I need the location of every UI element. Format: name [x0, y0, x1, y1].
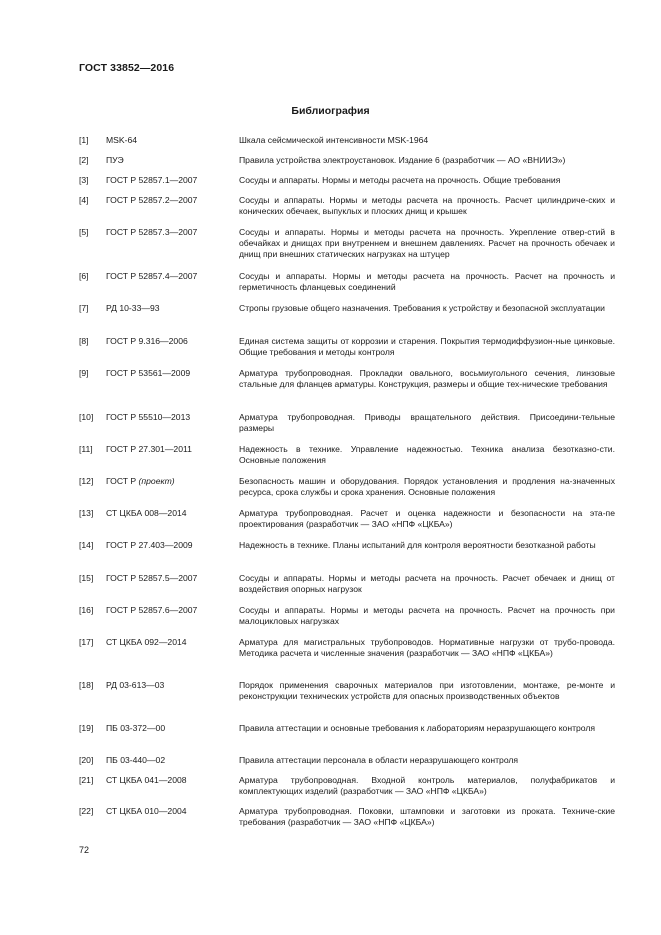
entry-code: ГОСТ Р 52857.4—2007	[106, 271, 198, 281]
entry-number: [4]	[79, 195, 89, 205]
entry-code: СТ ЦКБА 092—2014	[106, 637, 187, 647]
entry-description: Порядок применения сварочных материалов при изготовлении, монтаже, ре-монте и реконструкции технических устройств для опасных производственных объектов	[239, 680, 615, 702]
entry-number: [16]	[79, 605, 94, 615]
entry-code-main: ГОСТ Р	[106, 476, 137, 486]
entry-code: ПБ 03-372—00	[106, 723, 166, 733]
entry-description: Арматура трубопроводная. Прокладки овального, восьмиугольного сечения, линзовые стальные для фланцев арматуры. Конструкция, размеры и общие тех-нические требования	[239, 368, 615, 390]
page-number: 72	[79, 845, 90, 855]
entry-code: ГОСТ Р 52857.3—2007	[106, 227, 198, 237]
entry-number: [12]	[79, 476, 94, 486]
entry-number: [7]	[79, 303, 89, 313]
entry-description: Правила устройства электроустановок. Издание 6 (разработчик — АО «ВНИИЭ»)	[239, 155, 566, 165]
entry-number: [3]	[79, 175, 89, 185]
entry-number: [20]	[79, 755, 94, 765]
entry-description: Арматура трубопроводная. Входной контроль материалов, полуфабрикатов и комплектующих изделий (разработчик — ЗАО «НПФ «ЦКБА»)	[239, 775, 615, 797]
entry-description: Единая система защиты от коррозии и старения. Покрытия термодиффузион-ные цинковые. Общие требования и методы контроля	[239, 336, 615, 358]
entry-code: ГОСТ Р 53561—2009	[106, 368, 191, 378]
entry-code: ГОСТ Р 9.316—2006	[106, 336, 188, 346]
entry-number: [9]	[79, 368, 89, 378]
entry-code: ГОСТ Р 52857.6—2007	[106, 605, 198, 615]
entry-description: Сосуды и аппараты. Нормы и методы расчета на прочность. Укрепление отвер-стий в обечайках и днищах при внутреннем и внешнем давлениях. Расчет на прочность обечаек и днищ при внешних статических нагрузках на штуцер	[239, 227, 615, 260]
entry-description: Надежность в технике. Управление надежностью. Техника анализа безотказно-сти. Основные положения	[239, 444, 615, 466]
entry-code: ГОСТ Р 27.403—2009	[106, 540, 193, 550]
entry-number: [10]	[79, 412, 94, 422]
entry-description: Арматура трубопроводная. Поковки, штамповки и заготовки из проката. Техниче-ские требования (разработчик — ЗАО «НПФ «ЦКБА»)	[239, 806, 615, 828]
entry-description: Арматура для магистральных трубопроводов. Нормативные нагрузки от трубо-провода. Методика расчета и численные значения (разработчик — ЗАО «НПФ «ЦКБА»)	[239, 637, 615, 659]
entry-code	[106, 476, 175, 487]
entry-number: [14]	[79, 540, 94, 550]
entry-code: ГОСТ Р 52857.2—2007	[106, 195, 198, 205]
entry-number: [5]	[79, 227, 89, 237]
entry-number: [21]	[79, 775, 94, 785]
entry-number: [17]	[79, 637, 94, 647]
entry-description: Надежность в технике. Планы испытаний для контроля вероятности безотказной работы	[239, 540, 596, 550]
document-header: ГОСТ 33852—2016	[79, 62, 175, 74]
entry-number: [6]	[79, 271, 89, 281]
entry-number: [18]	[79, 680, 94, 690]
entry-code: СТ ЦКБА 008—2014	[106, 508, 187, 518]
entry-description: Арматура трубопроводная. Приводы вращательного действия. Присоедини-тельные размеры	[239, 412, 615, 434]
entry-description: Шкала сейсмической интенсивности MSK-1964	[239, 135, 429, 145]
entry-number: [2]	[79, 155, 89, 165]
entry-description: Сосуды и аппараты. Нормы и методы расчета на прочность. Расчет обечаек и днищ от воздействия опорных нагрузок	[239, 573, 615, 595]
entry-code: ПУЭ	[106, 155, 124, 165]
entry-code: РД 03-613—03	[106, 680, 165, 690]
entry-number: [13]	[79, 508, 94, 518]
entry-code: MSK-64	[106, 135, 138, 145]
entry-code: ГОСТ Р 27.301—2011	[106, 444, 192, 454]
entry-description: Сосуды и аппараты. Нормы и методы расчета на прочность. Общие требования	[239, 175, 561, 185]
entry-number: [11]	[79, 444, 93, 454]
entry-code: ГОСТ Р 52857.1—2007	[106, 175, 198, 185]
entry-code-note: (проект)	[138, 476, 175, 486]
entry-code: СТ ЦКБА 010—2004	[106, 806, 187, 816]
entry-description: Безопасность машин и оборудования. Порядок установления и продления на-значенных ресурса, срока службы и срока хранения. Основные положения	[239, 476, 615, 498]
entry-number: [8]	[79, 336, 89, 346]
entry-description: Сосуды и аппараты. Нормы и методы расчета на прочность. Расчет цилиндриче-ских и конических обечаек, выпуклых и плоских днищ и крышек	[239, 195, 615, 217]
entry-number: [15]	[79, 573, 94, 583]
entry-code: СТ ЦКБА 041—2008	[106, 775, 187, 785]
entry-description: Арматура трубопроводная. Расчет и оценка надежности и безопасности на эта-пе проектирования (разработчик — ЗАО «НПФ «ЦКБА»)	[239, 508, 615, 530]
entry-code: ГОСТ Р 52857.5—2007	[106, 573, 198, 583]
entry-number: [19]	[79, 723, 94, 733]
entry-code: ПБ 03-440—02	[106, 755, 166, 765]
entry-description: Правила аттестации и основные требования к лабораториям неразрушающего контроля	[239, 723, 596, 733]
entry-code: ГОСТ Р 55510—2013	[106, 412, 191, 422]
entry-description: Правила аттестации персонала в области неразрушающего контроля	[239, 755, 519, 765]
section-title: Библиография	[291, 105, 370, 117]
entry-description: Стропы грузовые общего назначения. Требования к устройству и безопасной эксплуатации	[239, 303, 605, 313]
entry-number: [1]	[79, 135, 89, 145]
entry-description: Сосуды и аппараты. Нормы и методы расчета на прочность. Расчет на прочность и герметичность фланцевых соединений	[239, 271, 615, 293]
entry-number: [22]	[79, 806, 94, 816]
entry-description: Сосуды и аппараты. Нормы и методы расчета на прочность. Расчет на прочность при малоцикловых нагрузках	[239, 605, 615, 627]
entry-code: РД 10-33—93	[106, 303, 160, 313]
